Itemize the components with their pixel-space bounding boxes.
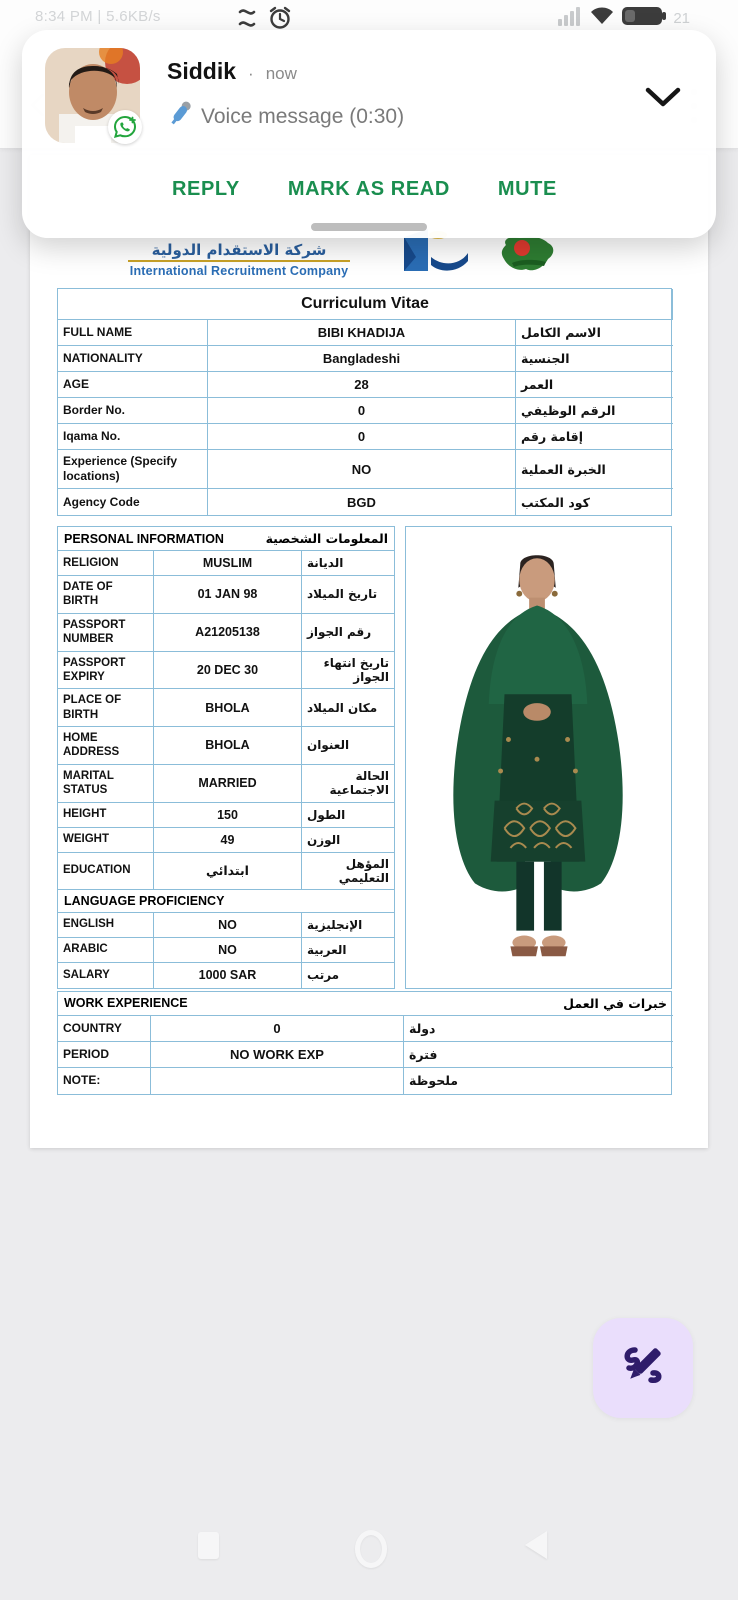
cell-label: NOTE: (58, 1068, 151, 1094)
cell-label: AGE (58, 372, 208, 398)
cell-arabic: كود المكتب (521, 494, 590, 510)
cell-arabic: الإنجليزية (302, 913, 394, 938)
table-title: Curriculum Vitae (58, 289, 673, 320)
cell-value (151, 1068, 404, 1094)
cell-value: BHOLA (154, 727, 302, 765)
cell-label: DATE OF BIRTH (58, 576, 154, 614)
cell-value: 0 (208, 398, 516, 424)
cell-arabic: المؤهل التعليمي (302, 853, 394, 890)
mute-button[interactable]: MUTE (498, 170, 557, 209)
cell-arabic: الجنسية (516, 346, 673, 372)
cell-arabic: مرتب (307, 968, 340, 982)
cell-arabic: الاسم الكامل (516, 320, 673, 346)
notification-drag-handle[interactable] (311, 223, 427, 231)
personal-information-table (57, 526, 395, 989)
cell-value: 20 DEC 30 (154, 652, 302, 690)
cell-value: ابتدائي (154, 853, 302, 890)
cell-label: PASSPORT EXPIRY (58, 652, 154, 690)
cell-label: WEIGHT (58, 828, 154, 853)
cell-label: FULL NAME (58, 320, 208, 346)
section-header-label: PERSONAL INFORMATION (64, 531, 224, 546)
notification-time: now (265, 64, 297, 83)
reply-button[interactable]: REPLY (172, 170, 240, 209)
cell-arabic: الطول (302, 803, 394, 828)
notification-message: Voice message (0:30) (201, 104, 405, 128)
microphone-icon (169, 100, 191, 133)
cell-value: 150 (154, 803, 302, 828)
cell-label: Agency Code (58, 489, 208, 515)
cell-value: BHOLA (154, 689, 302, 727)
table-section-header (58, 890, 394, 913)
cell-label: MARITAL STATUS (58, 765, 154, 803)
cell-label: PLACE OF BIRTH (58, 689, 154, 727)
back-icon[interactable] (525, 1531, 547, 1559)
cell-arabic: فترة (404, 1042, 673, 1068)
cell-value: 0 (208, 424, 516, 450)
cell-label: HEIGHT (58, 803, 154, 828)
cell-label: Experience (Specify locations) (58, 450, 208, 489)
cell-arabic: العمر (516, 372, 673, 398)
signature-fab-button[interactable] (593, 1318, 693, 1418)
battery-icon (622, 6, 666, 31)
status-time-speed: 8:34 PM | 5.6KB/s (35, 8, 161, 25)
cell-arabic: مكان الميلاد (302, 689, 394, 727)
cell-label: PASSPORT NUMBER (58, 614, 154, 652)
whatsapp-badge-icon (108, 110, 142, 144)
bangladesh-map-icon (498, 235, 556, 278)
cell-value: NO WORK EXP (151, 1042, 404, 1068)
company-name-english: International Recruitment Company (129, 264, 349, 278)
cell-label: EDUCATION (58, 853, 154, 890)
home-icon[interactable] (355, 1530, 387, 1568)
cell-value: 49 (154, 828, 302, 853)
cell-value: NO (154, 938, 302, 963)
cell-arabic: الديانة (302, 551, 394, 576)
cell-arabic: الوزن (302, 828, 394, 853)
cell-value: 0 (151, 1016, 404, 1042)
battery-percent: 21 (673, 10, 690, 27)
cell-label: COUNTRY (58, 1016, 151, 1042)
cell-arabic: تاريخ انتهاء الجواز (302, 652, 394, 690)
cell-arabic: دولة (404, 1016, 673, 1042)
cell-label: Iqama No. (58, 424, 208, 450)
cell-value: MARRIED (154, 765, 302, 803)
cell-value: 1000 SAR (154, 963, 302, 988)
signal-icon (558, 6, 582, 31)
section-header-label: WORK EXPERIENCE (64, 996, 188, 1010)
notification-sender: Siddik (167, 58, 237, 84)
cell-arabic: رقم الجواز (302, 614, 394, 652)
cell-value: Bangladeshi (208, 346, 516, 372)
cell-label: RELIGION (58, 551, 154, 576)
cell-arabic: العنوان (302, 727, 394, 765)
section-header-arabic: المعلومات الشخصية (265, 531, 388, 546)
cell-label: Border No. (58, 398, 208, 424)
table-section-header (58, 992, 673, 1016)
cell-value: A21205138 (154, 614, 302, 652)
whatsapp-notification-card[interactable] (22, 30, 716, 238)
status-bar (0, 0, 738, 34)
recents-icon[interactable] (198, 1532, 219, 1559)
document-page (30, 155, 708, 1148)
cell-value: MUSLIM (154, 551, 302, 576)
cell-label: ENGLISH (58, 913, 154, 938)
cell-value: BGD (208, 489, 516, 515)
cell-arabic: الخبرة العملية (516, 450, 673, 489)
cell-value: BIBI KHADIJA (208, 320, 516, 346)
section-header-arabic: خبرات في العمل (563, 995, 667, 1011)
cell-arabic: العربية (302, 938, 394, 963)
chevron-down-icon[interactable] (644, 86, 682, 115)
cell-value: 01 JAN 98 (154, 576, 302, 614)
cell-value: NO (208, 450, 516, 489)
navigation-bar (0, 1520, 738, 1580)
table-section-header (58, 527, 394, 551)
cell-value: NO (154, 913, 302, 938)
applicant-photo (405, 526, 672, 989)
signature-pen-icon (617, 1340, 669, 1397)
cell-arabic: الرقم الوظيفي (516, 398, 673, 424)
cell-arabic: إقامة رقم (516, 424, 673, 450)
cell-label: SALARY (58, 963, 154, 988)
cell-value: 28 (208, 372, 516, 398)
company-name-arabic: شركة الاستقدام الدولية (128, 241, 350, 262)
mark-as-read-button[interactable]: MARK AS READ (288, 170, 450, 209)
cell-label: PERIOD (58, 1042, 151, 1068)
cell-arabic: ملحوظة (409, 1073, 459, 1088)
section-header-label: LANGUAGE PROFICIENCY (64, 893, 225, 908)
cell-label: HOME ADDRESS (58, 727, 154, 765)
cell-arabic: تاريخ الميلاد (302, 576, 394, 614)
wifi-icon (589, 6, 615, 31)
cell-arabic: الحالة الاجتماعية (302, 765, 394, 803)
cell-label: ARABIC (58, 938, 154, 963)
work-experience-table (57, 991, 672, 1095)
cell-label: NATIONALITY (58, 346, 208, 372)
cv-summary-table (57, 288, 672, 516)
notification-separator: · (248, 64, 254, 83)
